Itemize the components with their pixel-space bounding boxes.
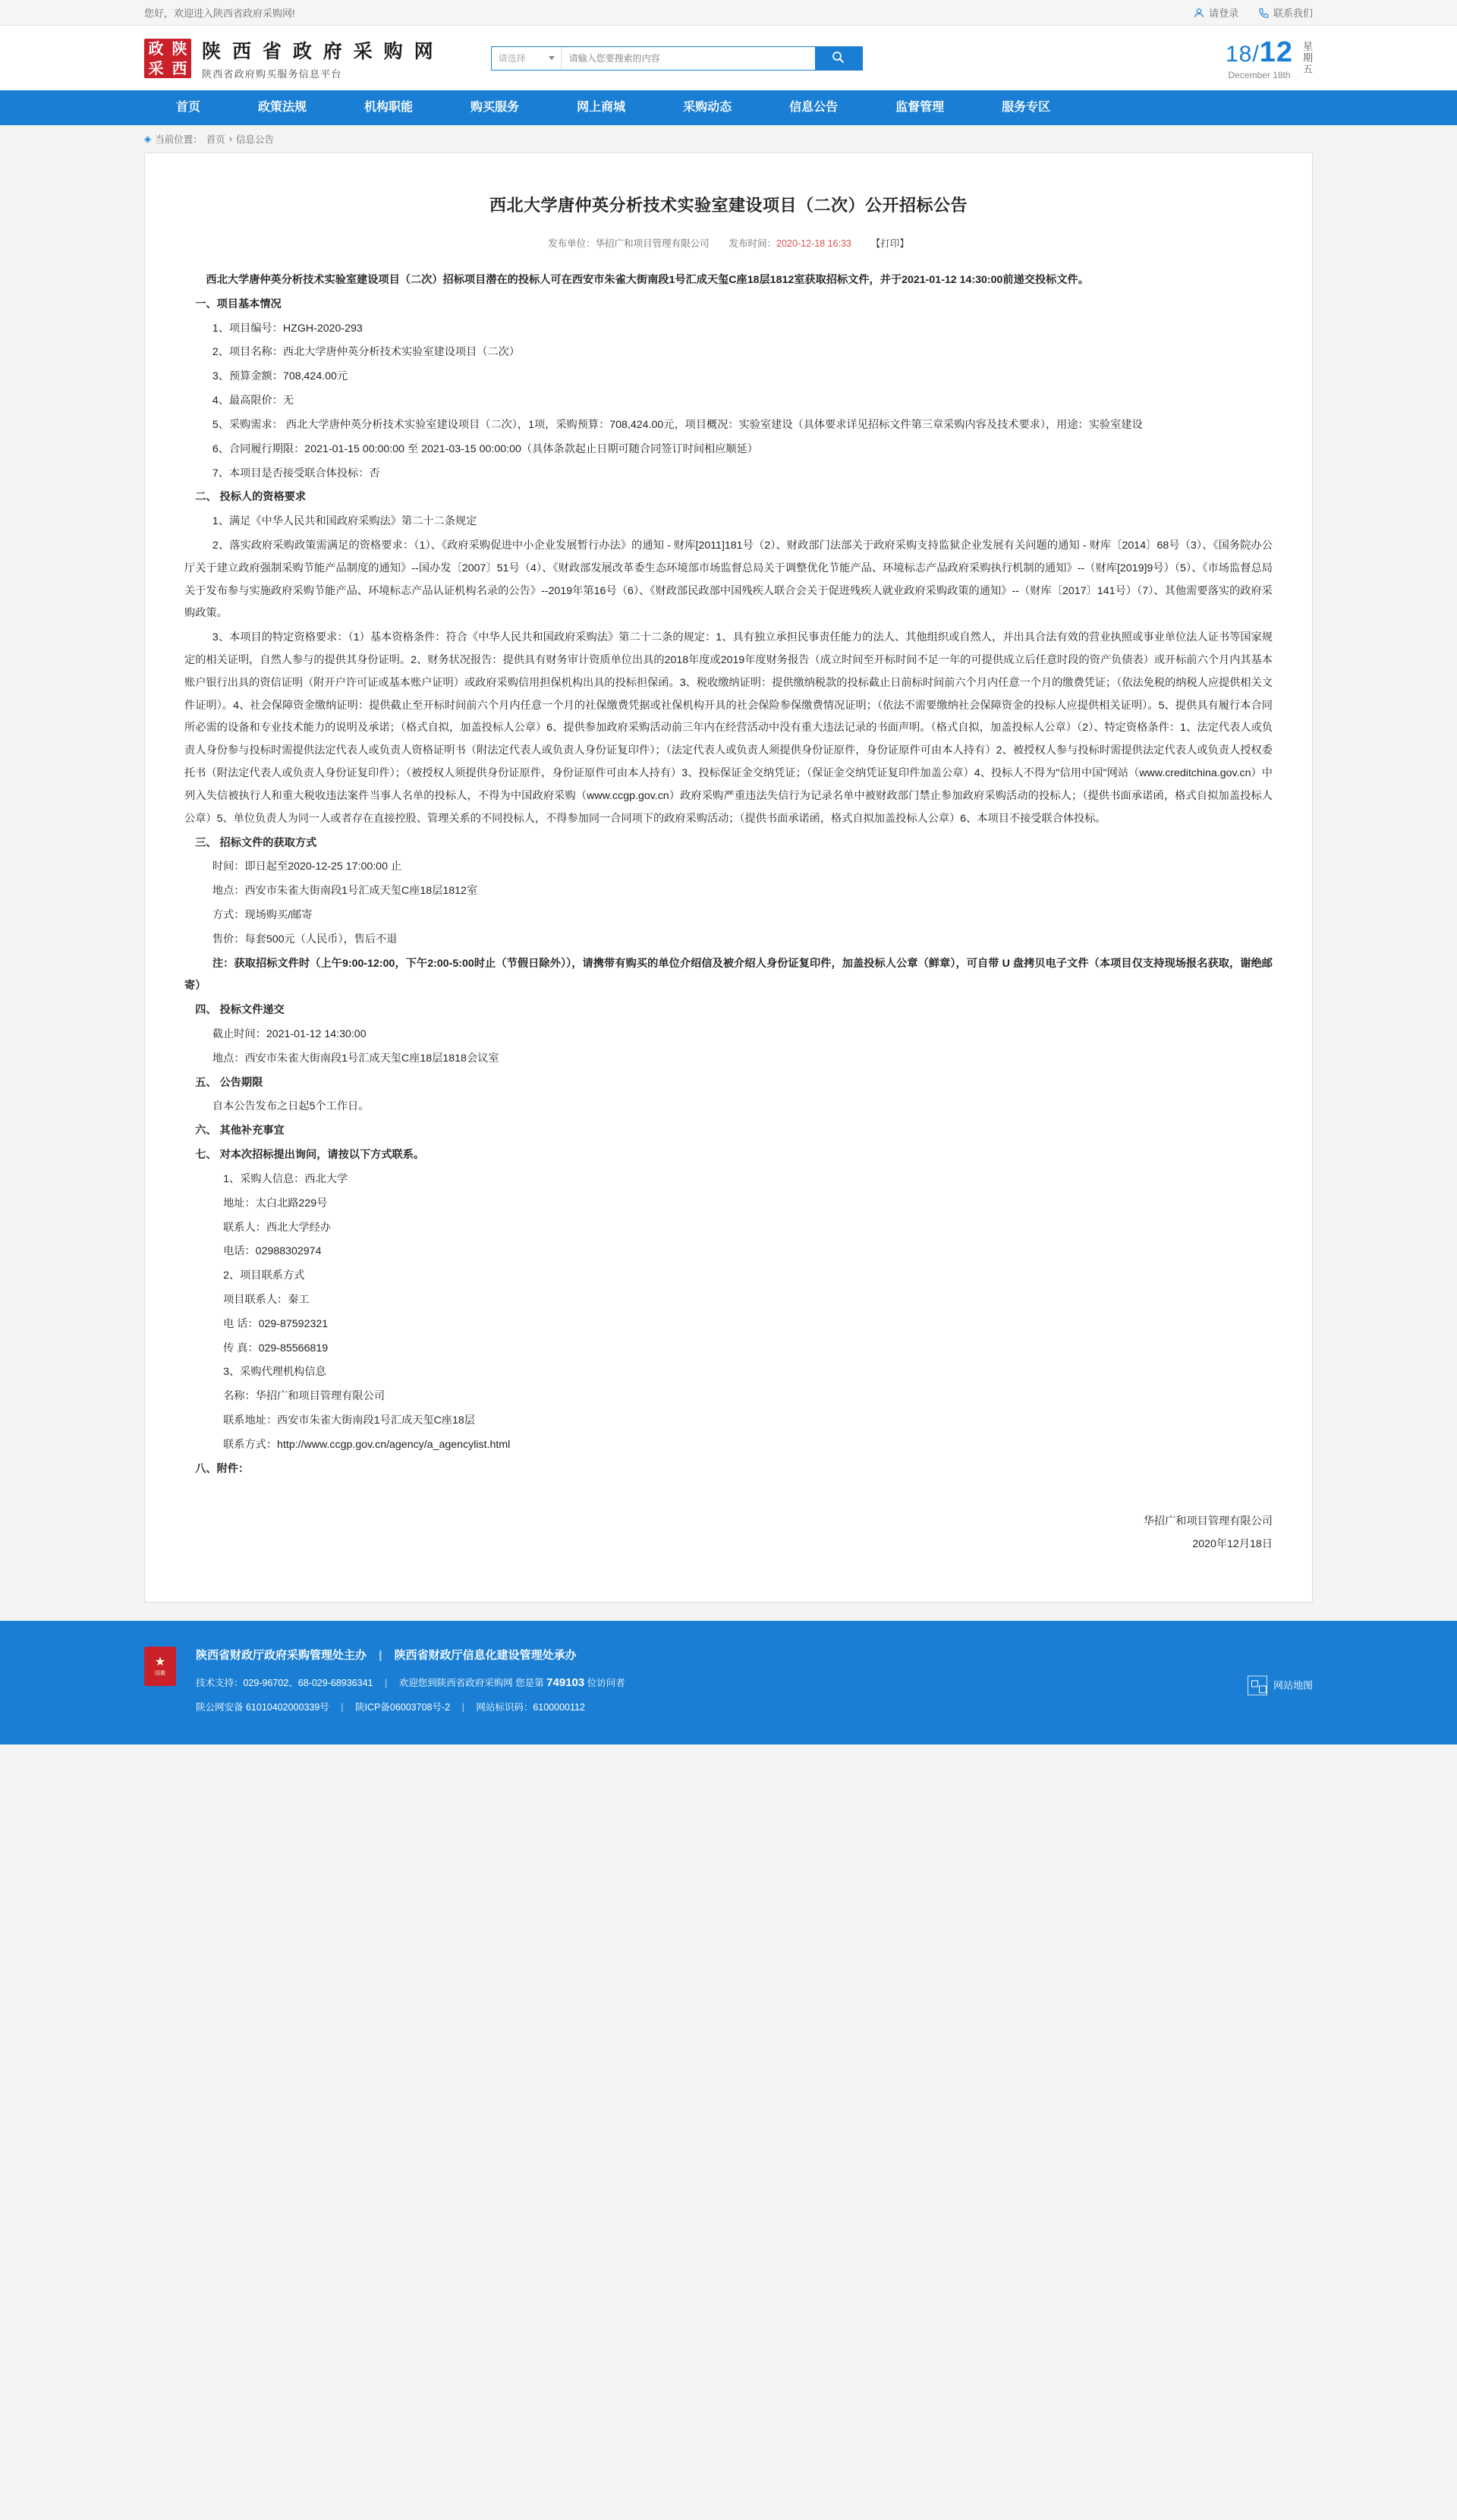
nav-item-policy[interactable]: 政策法规 — [258, 101, 307, 114]
nav-item-service-zone[interactable]: 服务专区 — [1002, 101, 1051, 114]
breadcrumb-separator: › — [228, 134, 232, 144]
footer-sep-4: | — [461, 1702, 464, 1713]
nav-item-functions[interactable]: 机构职能 — [364, 101, 414, 114]
section-4-item-1: 截止时间：2021-01-12 14:30:00 — [212, 1028, 367, 1040]
section-7-item-4: 电话：02988302974 — [223, 1245, 322, 1258]
section-7-item-10: 名称：华招广和项目管理有限公司 — [223, 1390, 385, 1403]
document-signature — [184, 1511, 1273, 1556]
section-2-item-2: 2、落实政府采购政策需满足的资格要求：（1）、《政府采购促进中小企业发展暂行办法》的通知 - 财库[2011]181号（2）、财政部门法部关于政府采购支持监狱企业发展有关问题的通知 - 财库〔2014〕68号（3）、《国务院办公厅关于建立政府强制采购节能产品制度的通知》--国办发〔2007〕51号（4）、《财政部发展改革委生态环境部市场监督总局关于调整优化节能产品、环境标志产品政府采购执行机制的通知》--（财库[2019]9号）（5）、《市场监督总局关于发布参与实施政府采购节能产品、环境标志产品认证机构名录的公告》--2019年第16号（6）、《财政部民政部中国残疾人联合会关于促进残疾人就业政府采购政策的通知》--（财库〔2017〕141号）（7）、其他需要落实的政府采购政策。 — [184, 539, 1273, 620]
section-5-item-1: 自本公告发布之日起5个工作日。 — [212, 1100, 370, 1113]
publish-time-label: 发布时间： — [728, 238, 777, 249]
location-pin-icon: ◈ — [144, 134, 152, 144]
section-3-item-1: 时间：即日起至2020-12-25 17:00:00 止 — [212, 860, 402, 873]
publisher-value: 华招广和项目管理有限公司 — [595, 238, 710, 249]
breadcrumb-prefix: 当前位置： — [155, 134, 203, 145]
section-heading-2: 二、 投标人的资格要求 — [195, 491, 307, 504]
footer-sep-1: | — [379, 1649, 382, 1663]
section-7-item-1: 1、采购人信息：西北大学 — [223, 1172, 348, 1185]
print-button[interactable]: 【打印】 — [870, 238, 909, 249]
section-4-item-2: 地点：西安市朱雀大街南段1号汇成天玺C座18层1818会议室 — [212, 1052, 499, 1065]
search-category-select[interactable] — [492, 47, 562, 70]
phone-icon — [1258, 8, 1269, 18]
footer-welcome: 欢迎您到陕西省政府采购网 您是第 — [398, 1677, 544, 1688]
section-1-item-6: 6、合同履行期限：2021-01-15 00:00:00 至 2021-03-15 00:00:00（具体条款起止日期可随合同签订时间相应顺延） — [212, 442, 758, 455]
visitor-count: 749103 — [546, 1675, 585, 1689]
publish-time — [729, 236, 851, 250]
login-label: 请登录 — [1208, 8, 1238, 19]
nav-item-procurement-news[interactable]: 采购动态 — [683, 101, 732, 114]
section-3-item-4: 售价：每套500元（人民币），售后不退 — [212, 933, 398, 945]
footer-support: 技术支持：029-96702、68-029-68936341 — [196, 1677, 373, 1688]
section-1-item-4: 4、最高限价：无 — [212, 395, 294, 407]
contact-label: 联系我们 — [1273, 8, 1313, 19]
section-7-item-7: 电 话：029-87592321 — [223, 1317, 329, 1330]
breadcrumb-item-current[interactable]: 信息公告 — [235, 134, 274, 145]
footer-operator: 陕西省财政厅信息化建设管理处承办 — [394, 1649, 577, 1663]
logo-char-3: 采 — [148, 58, 164, 77]
nav-item-online-mall[interactable]: 网上商城 — [577, 101, 626, 114]
signature-company: 华招广和项目管理有限公司 — [1143, 1515, 1273, 1528]
date-day-en: 18th — [1273, 69, 1291, 80]
footer-sep-2: | — [384, 1677, 388, 1688]
breadcrumb-item-home[interactable]: 首页 — [206, 134, 225, 145]
section-heading-7: 七、 对本次招标提出询问，请按以下方式联系。 — [195, 1149, 425, 1162]
section-heading-8: 八、附件： — [195, 1462, 250, 1475]
section-heading-1: 一、项目基本情况 — [195, 297, 282, 310]
footer-sponsor: 陕西省财政厅政府采购管理处主办 — [196, 1649, 367, 1663]
nav-item-announcements[interactable]: 信息公告 — [789, 101, 839, 114]
section-7-item-3: 联系人：西北大学经办 — [223, 1221, 331, 1234]
section-7-item-6: 项目联系人：秦工 — [223, 1293, 310, 1306]
section-3-item-2: 地点：西安市朱雀大街南段1号汇成天玺C座18层1812室 — [212, 885, 478, 898]
publisher-label: 发布单位： — [548, 238, 596, 249]
contact-link[interactable] — [1258, 5, 1313, 20]
section-1-item-5: 5、采购需求： 西北大学唐仲英分析技术实验室建设项目（二次），1项，采购预算：708,424.00元，项目概况：实验室建设（具体要求详见招标文件第三章采购内容及技术要求），用途：实验室建设 — [212, 418, 1143, 431]
date-widget — [1226, 36, 1313, 80]
section-heading-6: 六、 其他补充事宜 — [195, 1125, 285, 1137]
section-2-item-3: 3、本项目的特定资格要求：（1）基本资格条件：符合《中华人民共和国政府采购法》第二十二条的规定：1、具有独立承担民事责任能力的法人、其他组织或自然人，并出具合法有效的营业执照或事业单位法人证书等国家规定的相关证明，自然人参与的提供其身份证明。2、财务状况报告：提供具有财务审计资质单位出具的2018年度或2019年度财务报告（成立时间至开标时间不足一年的可提供成立后任意时段的资产负债表）或开标前六个月内其基本账户银行出具的资信证明（附开户许可证或基本账户证明）或政府采购信用担保机构出具的投标担保函。3、税收缴纳证明：提供缴纳税款的投标截止日前标时间前六个月内任意一个月的缴费凭证；（依法免税的纳税人应提供相关文件证明）。4、社会保障资金缴纳证明：提供截止至开标时间前六个月内任意一个月的社保缴费凭据或社保机构开具的社会保险参保缴费情况证明；（依法不需要缴纳社会保障资金的投标人应提供相关证明）。5、提供具有履行本合同所必需的设备和专业技术能力的说明及承诺；（格式自拟，加盖投标人公章）6、提供参加政府采购活动前三年内在经营活动中没有重大违法记录的书面声明。（格式自拟，加盖投标人公章）（2）、特定资格条件：1、法定代表人或负责人身份参与投标时需提供法定代表人或负责人资格证明书（附法定代表人或负责人身份证复印件）；（法定代表人或负责人须提供身份证原件，身份证原件可由本人持有）2、被授权人参与投标时需提供法定代表人或负责人授权委托书（附法定代表人或负责人身份证复印件）；（被授权人须提供身份证原件，身份证原件可由本人持有）3、投标保证金交纳凭证；（保证金交纳凭证复印件加盖公章）4、投标人不得为"信用中国"网站（www.creditchina.gov.cn）中列入失信被执行人和重大税收违法案件当事人名单的投标人，不得为中国政府采购（www.ccgp.gov.cn）政府采购严重违法失信行为记录名单中被财政部门禁止参加政府采购活动的投标人；（提供书面承诺函，格式自拟加盖投标人公章）5、单位负责人为同一人或者存在直接控股、管理关系的不同投标人，不得参加同一合同项下的政府采购活动；（提供书面承诺函，格式自拟加盖投标人公章）6、本项目不接受联合体投标。 — [184, 631, 1273, 825]
search-area — [491, 46, 863, 71]
emblem-label: 国徽 — [155, 1671, 165, 1677]
section-7-item-11: 联系地址：西安市朱雀大街南段1号汇成天玺C座18层 — [223, 1414, 475, 1427]
logo-char-2: 陕 — [172, 39, 187, 58]
section-heading-3: 三、 招标文件的获取方式 — [195, 836, 317, 849]
section-2-item-1: 1、满足《中华人民共和国政府采购法》第二十二条规定 — [212, 515, 477, 528]
sitemap-link[interactable] — [1248, 1675, 1313, 1695]
publisher — [548, 236, 710, 250]
sitemap-label: 网站地图 — [1273, 1679, 1313, 1691]
nav-item-home[interactable]: 首页 — [176, 101, 201, 114]
search-category-value: 请选择 — [498, 53, 526, 64]
site-subtitle: 陕西省政府购买服务信息平台 — [202, 68, 342, 80]
footer-police-record[interactable]: 陕公网安备 61010402000339号 — [196, 1702, 329, 1713]
site-footer — [0, 1621, 1457, 1744]
search-button[interactable] — [815, 46, 862, 71]
topbar-greeting: 您好，欢迎进入陕西省政府采购网! — [144, 8, 295, 19]
site-logo[interactable] — [144, 36, 436, 80]
breadcrumb — [0, 125, 1457, 153]
section-1-item-7: 7、本项目是否接受联合体投标：否 — [212, 467, 380, 480]
section-7-item-5: 2、项目联系方式 — [223, 1269, 305, 1282]
section-1-item-1: 1、项目编号：HZGH-2020-293 — [212, 322, 363, 335]
date-weekday: 星期五 — [1301, 41, 1313, 75]
section-heading-4: 四、 投标文件递交 — [195, 1004, 285, 1017]
section-7-item-8: 传 真：029-85566819 — [223, 1342, 329, 1354]
page-title: 西北大学唐仲英分析技术实验室建设项目（二次）公开招标公告 — [489, 196, 968, 215]
search-input[interactable] — [562, 47, 815, 70]
nav-item-supervision[interactable]: 监督管理 — [895, 101, 945, 114]
document-meta — [184, 236, 1273, 250]
section-1-item-3: 3、预算金额：708,424.00元 — [212, 370, 348, 383]
section-heading-5: 五、 公告期限 — [195, 1076, 263, 1089]
footer-visitor-suffix: 位访问者 — [587, 1677, 625, 1688]
logo-char-1: 政 — [148, 39, 164, 58]
user-icon — [1194, 8, 1204, 18]
footer-site-code: 网站标识码：6100000112 — [476, 1702, 585, 1713]
logo-char-4: 西 — [172, 58, 187, 77]
lead-paragraph: 西北大学唐仲英分析技术实验室建设项目（二次）招标项目潜在的投标人可在西安市朱雀大街南段1号汇成天玺C座18层1812室获取招标文件，并于2021-01-12 14:30:00前递交投标文件。 — [206, 274, 1089, 286]
date-month-en: December — [1228, 69, 1270, 80]
chevron-down-icon — [549, 56, 555, 60]
footer-icp[interactable]: 陕ICP备06003708号-2 — [355, 1702, 451, 1713]
footer-sep-3: | — [341, 1702, 344, 1713]
section-3-item-3: 方式：现场购买/邮寄 — [212, 908, 313, 921]
publish-time-value: 2020-12-18 16:33 — [776, 238, 851, 249]
document-body — [184, 269, 1273, 1556]
government-emblem-icon: ★ 国徽 — [144, 1647, 176, 1686]
sitemap-icon — [1248, 1675, 1267, 1695]
search-icon — [832, 51, 845, 66]
section-3-note: 注：获取招标文件时（上午9:00-12:00，下午2:00-5:00时止（节假日除外）），请携带有购买的单位介绍信及被介绍人身份证复印件，加盖投标人公章（鲜章），可自带 U 盘拷贝电子文件（本项目仅支持现场报名获取，谢绝邮寄） — [184, 957, 1273, 993]
main-nav — [0, 90, 1457, 125]
site-name: 陕 西 省 政 府 采 购 网 — [202, 40, 436, 62]
section-7-item-2: 地址：太白北路229号 — [223, 1197, 328, 1210]
date-month-num: 12 — [1259, 36, 1293, 68]
date-separator: / — [1252, 41, 1260, 67]
login-link[interactable] — [1194, 5, 1238, 20]
logo-mark-icon — [144, 39, 191, 78]
nav-item-purchase-service[interactable]: 购买服务 — [470, 101, 520, 114]
top-utility-bar — [0, 0, 1457, 26]
site-header — [0, 26, 1457, 90]
date-day: 18 — [1226, 41, 1253, 67]
section-1-item-2: 2、项目名称：西北大学唐仲英分析技术实验室建设项目（二次） — [212, 346, 521, 359]
signature-date: 2020年12月18日 — [1192, 1538, 1273, 1551]
announcement-card — [144, 153, 1313, 1603]
section-7-item-12: 联系方式：http://www.ccgp.gov.cn/agency/a_agencylist.html — [223, 1438, 511, 1451]
section-7-item-9: 3、采购代理机构信息 — [223, 1366, 326, 1379]
